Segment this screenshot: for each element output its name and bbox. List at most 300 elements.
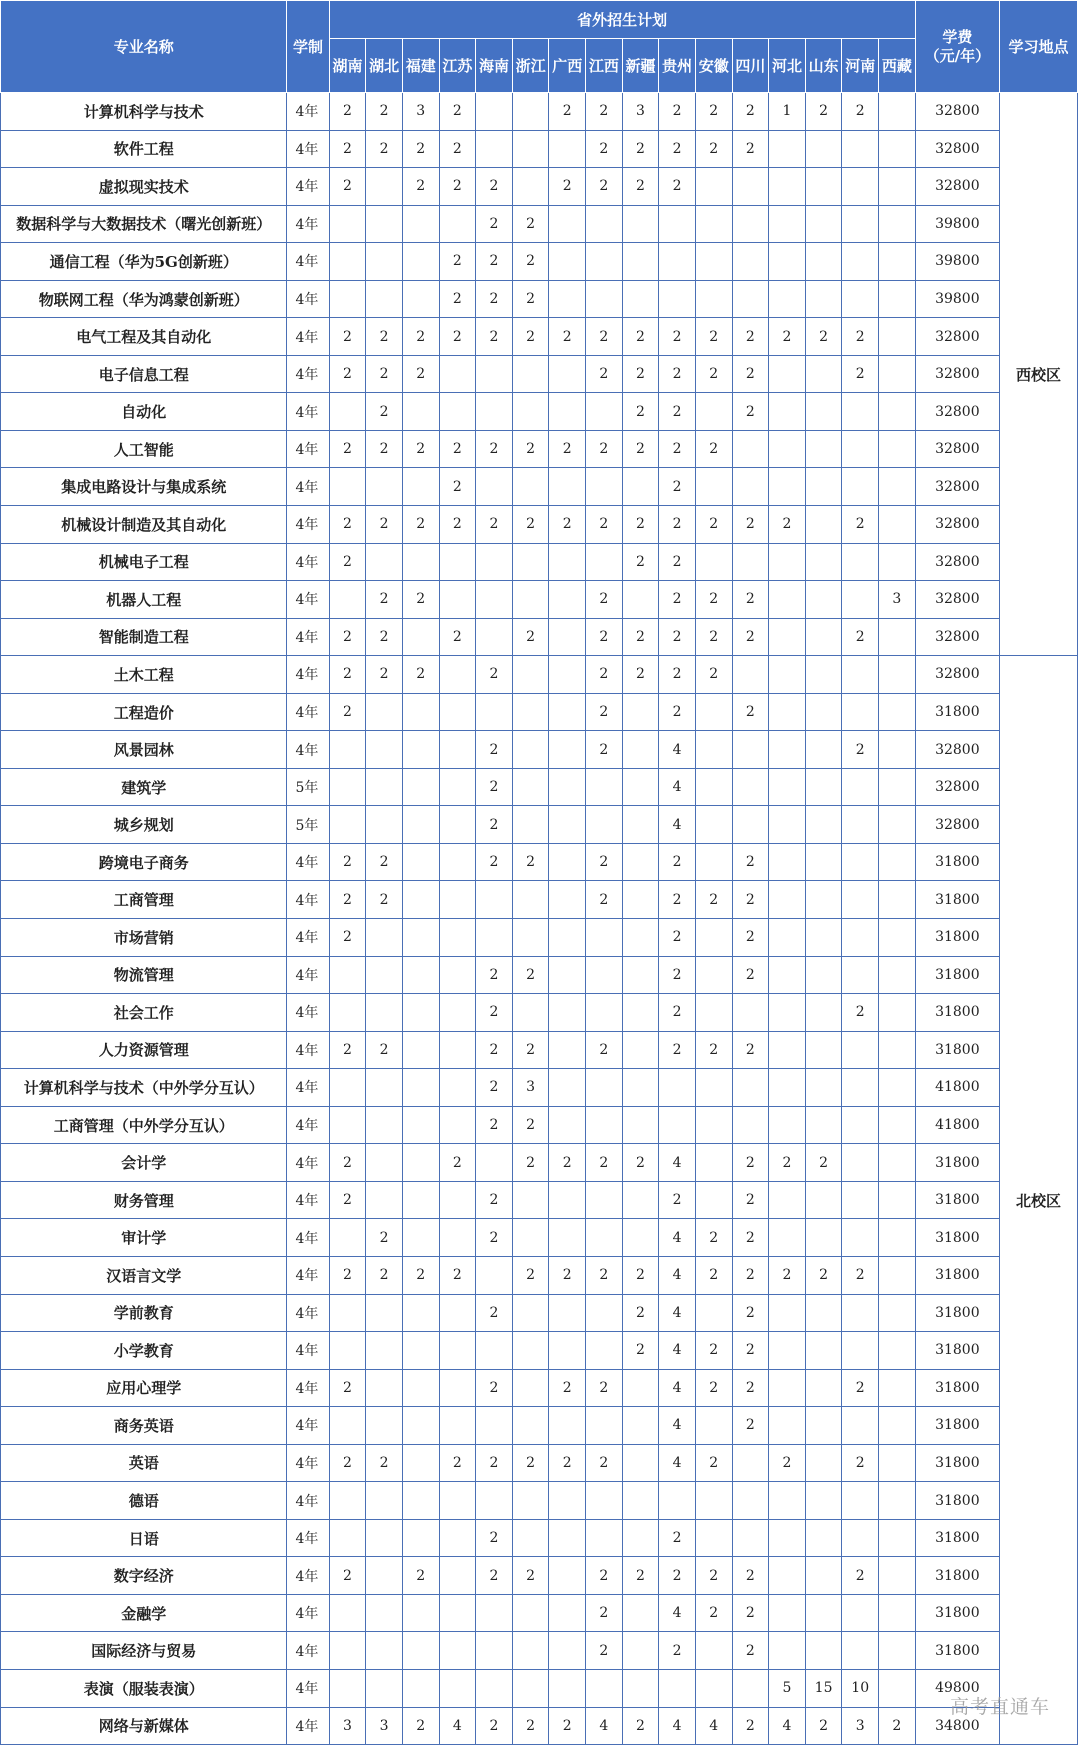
quota-cell: 2	[512, 618, 549, 656]
quota-cell: 2	[732, 1557, 769, 1595]
quota-cell: 2	[476, 168, 513, 206]
major-name-cell: 审计学	[1, 1219, 287, 1257]
quota-cell	[732, 656, 769, 694]
quota-cell	[549, 656, 586, 694]
tuition-cell: 32800	[915, 806, 999, 844]
quota-cell	[549, 205, 586, 243]
quota-cell	[329, 1669, 366, 1707]
quota-cell	[769, 1106, 806, 1144]
major-name-cell: 电气工程及其自动化	[1, 318, 287, 356]
header-province: 安徽	[695, 39, 732, 93]
duration-cell: 4年	[287, 430, 329, 468]
quota-cell	[439, 956, 476, 994]
quota-cell	[476, 130, 513, 168]
quota-cell	[695, 919, 732, 957]
quota-cell	[805, 768, 842, 806]
quota-cell	[879, 355, 916, 393]
quota-cell: 2	[549, 1256, 586, 1294]
quota-cell	[549, 1106, 586, 1144]
duration-cell: 4年	[287, 994, 329, 1032]
quota-cell	[695, 1669, 732, 1707]
quota-cell: 2	[805, 93, 842, 131]
quota-cell	[439, 1106, 476, 1144]
quota-cell	[805, 355, 842, 393]
quota-cell	[549, 1294, 586, 1332]
quota-cell	[586, 205, 623, 243]
quota-cell	[805, 1444, 842, 1482]
quota-cell	[769, 881, 806, 919]
major-name-cell: 通信工程（华为5G创新班）	[1, 243, 287, 281]
quota-cell: 2	[329, 618, 366, 656]
quota-cell	[879, 93, 916, 131]
quota-cell: 2	[695, 506, 732, 544]
tuition-cell: 39800	[915, 205, 999, 243]
duration-cell: 4年	[287, 1219, 329, 1257]
quota-cell: 2	[329, 656, 366, 694]
table-row	[1, 1256, 1078, 1294]
major-name-cell: 土木工程	[1, 656, 287, 694]
quota-cell: 2	[695, 618, 732, 656]
quota-cell	[622, 693, 659, 731]
duration-cell: 4年	[287, 318, 329, 356]
quota-cell: 2	[329, 506, 366, 544]
quota-cell	[622, 1369, 659, 1407]
table-row	[1, 1632, 1078, 1670]
quota-cell	[512, 93, 549, 131]
header-province: 江苏	[439, 39, 476, 93]
table-row	[1, 768, 1078, 806]
quota-cell	[476, 543, 513, 581]
quota-cell	[366, 205, 403, 243]
quota-cell	[805, 1106, 842, 1144]
quota-cell: 4	[439, 1707, 476, 1745]
quota-cell	[549, 1632, 586, 1670]
quota-cell	[549, 543, 586, 581]
quota-cell	[329, 205, 366, 243]
quota-cell	[439, 919, 476, 957]
quota-cell: 2	[586, 881, 623, 919]
quota-cell: 2	[402, 1256, 439, 1294]
quota-cell: 2	[476, 656, 513, 694]
quota-cell	[366, 280, 403, 318]
table-row	[1, 618, 1078, 656]
quota-cell: 2	[512, 430, 549, 468]
quota-cell	[586, 1106, 623, 1144]
tuition-cell: 32800	[915, 468, 999, 506]
quota-cell	[622, 581, 659, 619]
quota-cell	[549, 1219, 586, 1257]
quota-cell: 2	[659, 956, 696, 994]
duration-cell: 4年	[287, 1332, 329, 1370]
quota-cell	[695, 1632, 732, 1670]
quota-cell: 2	[329, 1557, 366, 1595]
quota-cell	[366, 168, 403, 206]
quota-cell: 2	[659, 919, 696, 957]
quota-cell	[329, 1407, 366, 1445]
quota-cell	[366, 468, 403, 506]
duration-cell: 4年	[287, 93, 329, 131]
quota-cell	[366, 806, 403, 844]
quota-cell	[769, 1632, 806, 1670]
quota-cell: 2	[622, 130, 659, 168]
quota-cell	[879, 506, 916, 544]
quota-cell	[366, 1669, 403, 1707]
table-row	[1, 581, 1078, 619]
quota-cell	[879, 130, 916, 168]
quota-cell: 2	[732, 1407, 769, 1445]
quota-cell	[805, 506, 842, 544]
major-name-cell: 工商管理（中外学分互认）	[1, 1106, 287, 1144]
quota-cell	[622, 1219, 659, 1257]
quota-cell	[805, 1594, 842, 1632]
table-row	[1, 1482, 1078, 1520]
quota-cell	[439, 1557, 476, 1595]
table-row	[1, 1332, 1078, 1370]
quota-cell: 2	[586, 656, 623, 694]
quota-cell	[402, 956, 439, 994]
quota-cell	[476, 1407, 513, 1445]
quota-cell: 2	[366, 93, 403, 131]
quota-cell: 2	[622, 1144, 659, 1182]
quota-cell	[805, 1219, 842, 1257]
quota-cell	[879, 693, 916, 731]
quota-cell: 2	[805, 318, 842, 356]
quota-cell	[879, 618, 916, 656]
table-row	[1, 731, 1078, 769]
quota-cell	[366, 1632, 403, 1670]
quota-cell: 2	[476, 1031, 513, 1069]
tuition-cell: 32800	[915, 731, 999, 769]
quota-cell: 2	[732, 581, 769, 619]
quota-cell: 2	[586, 693, 623, 731]
quota-cell	[879, 1632, 916, 1670]
quota-cell: 2	[842, 731, 879, 769]
quota-cell: 2	[622, 1707, 659, 1745]
quota-cell: 2	[402, 506, 439, 544]
quota-cell	[879, 1482, 916, 1520]
quota-cell: 2	[586, 93, 623, 131]
quota-cell	[402, 731, 439, 769]
quota-cell: 2	[476, 956, 513, 994]
quota-cell	[549, 1557, 586, 1595]
quota-cell: 2	[366, 656, 403, 694]
tuition-cell: 31800	[915, 1594, 999, 1632]
quota-cell	[879, 1294, 916, 1332]
quota-cell	[622, 1069, 659, 1107]
quota-cell	[366, 1369, 403, 1407]
table-row	[1, 994, 1078, 1032]
tuition-cell: 31800	[915, 1219, 999, 1257]
duration-cell: 4年	[287, 1294, 329, 1332]
quota-cell: 2	[586, 130, 623, 168]
watermark: 高考直通车	[949, 1696, 1050, 1718]
quota-cell: 2	[512, 506, 549, 544]
quota-cell: 2	[366, 618, 403, 656]
quota-cell	[512, 768, 549, 806]
quota-cell	[622, 243, 659, 281]
quota-cell	[659, 1106, 696, 1144]
table-row	[1, 881, 1078, 919]
quota-cell	[512, 1332, 549, 1370]
quota-cell	[402, 393, 439, 431]
quota-cell: 2	[512, 1256, 549, 1294]
table-row	[1, 243, 1078, 281]
quota-cell	[842, 1106, 879, 1144]
quota-cell: 4	[659, 1407, 696, 1445]
tuition-cell: 31800	[915, 1256, 999, 1294]
quota-cell	[512, 994, 549, 1032]
quota-cell	[549, 1069, 586, 1107]
quota-cell: 2	[732, 881, 769, 919]
quota-cell	[549, 468, 586, 506]
header-out-of-province-plan: 省外招生计划	[329, 1, 915, 39]
quota-cell: 2	[695, 1557, 732, 1595]
quota-cell: 2	[659, 843, 696, 881]
quota-cell	[329, 393, 366, 431]
quota-cell: 2	[366, 355, 403, 393]
tuition-cell: 39800	[915, 243, 999, 281]
quota-cell	[879, 543, 916, 581]
quota-cell	[512, 1219, 549, 1257]
quota-cell: 2	[549, 430, 586, 468]
quota-cell: 2	[622, 1332, 659, 1370]
quota-cell	[586, 1332, 623, 1370]
quota-cell	[805, 731, 842, 769]
quota-cell	[695, 543, 732, 581]
header-province: 四川	[732, 39, 769, 93]
quota-cell: 2	[659, 93, 696, 131]
header-major: 专业名称	[1, 1, 287, 93]
quota-cell: 4	[586, 1707, 623, 1745]
quota-cell	[842, 1031, 879, 1069]
quota-cell	[549, 919, 586, 957]
major-name-cell: 数据科学与大数据技术（曙光创新班）	[1, 205, 287, 243]
quota-cell: 2	[586, 1557, 623, 1595]
quota-cell	[366, 919, 403, 957]
header-location: 学习地点	[1000, 1, 1078, 93]
quota-cell	[476, 919, 513, 957]
quota-cell: 2	[439, 468, 476, 506]
quota-cell: 2	[476, 1181, 513, 1219]
quota-cell	[622, 768, 659, 806]
quota-cell: 2	[659, 618, 696, 656]
tuition-cell: 31800	[915, 693, 999, 731]
quota-cell: 4	[659, 1219, 696, 1257]
quota-cell	[805, 919, 842, 957]
quota-cell: 2	[586, 1444, 623, 1482]
quota-cell	[659, 205, 696, 243]
quota-cell	[659, 1069, 696, 1107]
major-name-cell: 智能制造工程	[1, 618, 287, 656]
quota-cell	[622, 1669, 659, 1707]
quota-cell	[586, 768, 623, 806]
quota-cell	[439, 1069, 476, 1107]
quota-cell	[366, 994, 403, 1032]
quota-cell	[586, 543, 623, 581]
header-province: 贵州	[659, 39, 696, 93]
quota-cell	[879, 1106, 916, 1144]
quota-cell	[622, 1594, 659, 1632]
quota-cell	[769, 956, 806, 994]
quota-cell	[439, 1519, 476, 1557]
quota-cell: 2	[695, 1594, 732, 1632]
quota-cell: 2	[732, 1707, 769, 1745]
quota-cell	[879, 1181, 916, 1219]
duration-cell: 4年	[287, 280, 329, 318]
quota-cell	[549, 130, 586, 168]
quota-cell	[402, 1519, 439, 1557]
major-name-cell: 会计学	[1, 1144, 287, 1182]
quota-cell	[732, 1106, 769, 1144]
quota-cell	[805, 543, 842, 581]
quota-cell: 2	[439, 130, 476, 168]
quota-cell	[842, 1144, 879, 1182]
quota-cell	[842, 1294, 879, 1332]
quota-cell: 4	[659, 1444, 696, 1482]
quota-cell	[732, 1069, 769, 1107]
duration-cell: 4年	[287, 1632, 329, 1670]
quota-cell	[329, 994, 366, 1032]
quota-cell: 2	[695, 93, 732, 131]
quota-cell: 2	[659, 1519, 696, 1557]
quota-cell: 2	[659, 656, 696, 694]
tuition-cell: 32800	[915, 768, 999, 806]
tuition-cell: 31800	[915, 843, 999, 881]
header-province: 河南	[842, 39, 879, 93]
quota-cell	[439, 881, 476, 919]
quota-cell	[805, 1557, 842, 1595]
quota-cell	[512, 543, 549, 581]
quota-cell: 5	[769, 1669, 806, 1707]
table-row	[1, 205, 1078, 243]
quota-cell	[439, 393, 476, 431]
quota-cell: 2	[329, 1181, 366, 1219]
tuition-cell: 31800	[915, 1181, 999, 1219]
quota-cell: 2	[586, 355, 623, 393]
quota-cell	[732, 168, 769, 206]
quota-cell	[586, 280, 623, 318]
duration-cell: 4年	[287, 1669, 329, 1707]
quota-cell	[879, 1369, 916, 1407]
quota-cell: 2	[732, 843, 769, 881]
quota-cell: 2	[512, 1106, 549, 1144]
quota-cell	[879, 956, 916, 994]
quota-cell	[842, 881, 879, 919]
quota-cell: 2	[366, 130, 403, 168]
quota-cell: 2	[586, 1144, 623, 1182]
major-name-cell: 城乡规划	[1, 806, 287, 844]
header-province: 广西	[549, 39, 586, 93]
quota-cell	[732, 243, 769, 281]
header-province: 新疆	[622, 39, 659, 93]
quota-cell	[586, 956, 623, 994]
quota-cell	[695, 1106, 732, 1144]
quota-cell	[366, 768, 403, 806]
quota-cell	[879, 919, 916, 957]
quota-cell: 2	[732, 393, 769, 431]
quota-cell: 2	[476, 994, 513, 1032]
quota-cell	[549, 243, 586, 281]
quota-cell: 2	[732, 1219, 769, 1257]
quota-cell	[549, 731, 586, 769]
quota-cell	[439, 843, 476, 881]
quota-cell	[329, 956, 366, 994]
quota-cell	[842, 1181, 879, 1219]
quota-cell: 2	[366, 393, 403, 431]
quota-cell: 2	[329, 355, 366, 393]
quota-cell	[695, 843, 732, 881]
quota-cell	[439, 1294, 476, 1332]
quota-cell	[622, 205, 659, 243]
quota-cell	[512, 1594, 549, 1632]
quota-cell: 2	[366, 581, 403, 619]
quota-cell	[586, 468, 623, 506]
duration-cell: 4年	[287, 393, 329, 431]
quota-cell: 2	[732, 693, 769, 731]
quota-cell: 2	[695, 1219, 732, 1257]
quota-cell: 4	[769, 1707, 806, 1745]
quota-cell: 2	[549, 1369, 586, 1407]
quota-cell	[879, 768, 916, 806]
quota-cell	[586, 1407, 623, 1445]
quota-cell	[476, 468, 513, 506]
quota-cell	[842, 468, 879, 506]
quota-cell: 2	[732, 618, 769, 656]
duration-cell: 4年	[287, 168, 329, 206]
quota-cell	[622, 1181, 659, 1219]
quota-cell: 2	[659, 468, 696, 506]
quota-cell	[329, 1106, 366, 1144]
table-row	[1, 1181, 1078, 1219]
quota-cell: 2	[329, 1031, 366, 1069]
tuition-cell: 31800	[915, 1482, 999, 1520]
quota-cell: 2	[879, 1707, 916, 1745]
quota-cell	[769, 693, 806, 731]
quota-cell	[402, 243, 439, 281]
quota-cell	[879, 1332, 916, 1370]
quota-cell: 4	[695, 1707, 732, 1745]
tuition-cell: 32800	[915, 130, 999, 168]
header-province: 湖南	[329, 39, 366, 93]
quota-cell	[879, 243, 916, 281]
tuition-cell: 32800	[915, 318, 999, 356]
quota-cell	[879, 656, 916, 694]
tuition-cell: 31800	[915, 1369, 999, 1407]
quota-cell	[622, 280, 659, 318]
duration-cell: 4年	[287, 205, 329, 243]
quota-cell	[805, 1407, 842, 1445]
quota-cell	[842, 130, 879, 168]
major-name-cell: 社会工作	[1, 994, 287, 1032]
quota-cell	[805, 1369, 842, 1407]
quota-cell: 3	[842, 1707, 879, 1745]
table-row	[1, 806, 1078, 844]
quota-cell	[402, 843, 439, 881]
quota-cell: 2	[476, 731, 513, 769]
quota-cell: 2	[732, 1594, 769, 1632]
quota-cell: 2	[732, 1256, 769, 1294]
quota-cell: 2	[622, 1294, 659, 1332]
major-name-cell: 学前教育	[1, 1294, 287, 1332]
quota-cell: 2	[769, 506, 806, 544]
quota-cell	[586, 994, 623, 1032]
quota-cell	[439, 1332, 476, 1370]
quota-cell: 2	[622, 355, 659, 393]
quota-cell	[549, 693, 586, 731]
quota-cell	[842, 843, 879, 881]
quota-cell	[842, 768, 879, 806]
tuition-cell: 31800	[915, 1632, 999, 1670]
